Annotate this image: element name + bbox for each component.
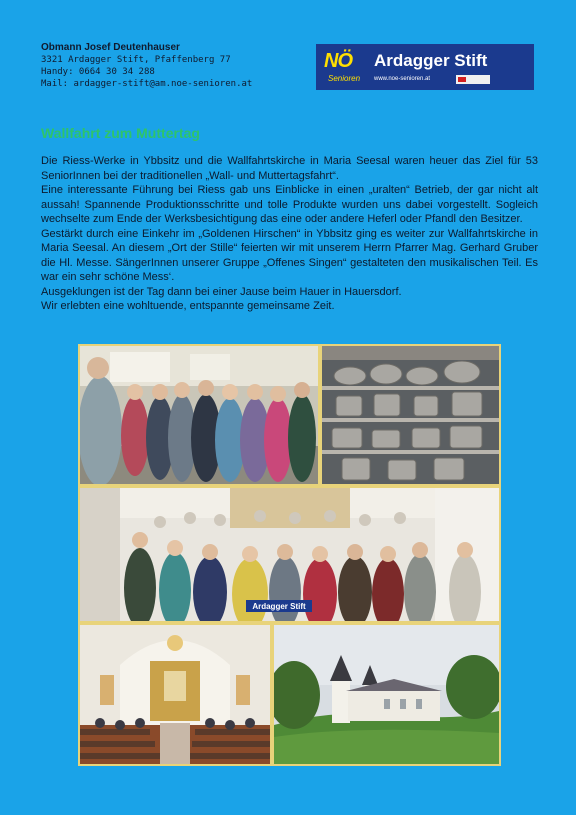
- enamel-pots-photo: [322, 346, 499, 484]
- church-interior-photo: [80, 625, 270, 764]
- factory-tour-photo: [80, 346, 318, 484]
- paragraph: Gestärkt durch eine Einkehr im „Goldenen Hirschen“ in Ybbsitz ging es weiter zur Wallfahrtskirche in Maria Seesal. An diesem „Ort der Stille“ feierten wir mit unserem Herrn Pfarrer Mag. Gerhard Gruber die Hl. Messe. SängerInnen unserer Gruppe „Offenes Singen“ gestalteten den musikalischen Teil. Es war ein sehr schöne Mess‘.: [41, 227, 538, 283]
- paragraph: Wir erlebten eine wohltuende, entspannte gemeinsame Zeit.: [41, 300, 335, 312]
- contact-block: [41, 42, 252, 90]
- group-banner: Ardagger Stift: [252, 602, 306, 611]
- paragraph: Eine interessante Führung bei Riess gab uns Einblicke in einen „uralten“ Betrieb, der gar nicht alt aussah! Spannende Produktionsschritte und tolle Produkte wurden uns dabei vorgestellt. Sogleich wechselte zum Ende der Werksbesichtigung das eine oder andere Heferl oder Pfandl den Besitzer.: [41, 184, 538, 225]
- noe-senioren-logo: [316, 44, 534, 90]
- logo-brand: NÖ: [324, 50, 352, 72]
- page-title: Wallfahrt zum Muttertag: [41, 125, 200, 141]
- logo-title: Ardagger Stift: [374, 50, 488, 70]
- sponsor-flag-icon: [456, 75, 490, 84]
- contact-phone: Handy: 0664 30 34 288: [41, 67, 155, 77]
- logo-sub: Senioren: [328, 74, 361, 83]
- logo-url: www.noe-senioren.at: [374, 76, 431, 82]
- article-body: [41, 154, 538, 314]
- paragraph: Ausgeklungen ist der Tag dann bei einer Jause beim Hauer in Hauersdorf.: [41, 285, 402, 298]
- contact-name: Obmann Josef Deutenhauser: [41, 42, 180, 53]
- group-photo-church: [80, 488, 499, 621]
- noe-logo-mark: [322, 48, 368, 86]
- contact-address: 3321 Ardagger Stift, Pfaffenberg 77: [41, 55, 231, 65]
- contact-mail[interactable]: Mail: ardagger-stift@am.noe-senioren.at: [41, 79, 253, 89]
- photo-collage: [78, 344, 501, 766]
- church-exterior-photo: [274, 625, 499, 764]
- paragraph: Die Riess-Werke in Ybbsitz und die Wallfahrtskirche in Maria Seesal waren heuer das Ziel für 53 SeniorInnen bei der traditionellen „Wall- und Muttertagsfahrt“.: [41, 155, 538, 182]
